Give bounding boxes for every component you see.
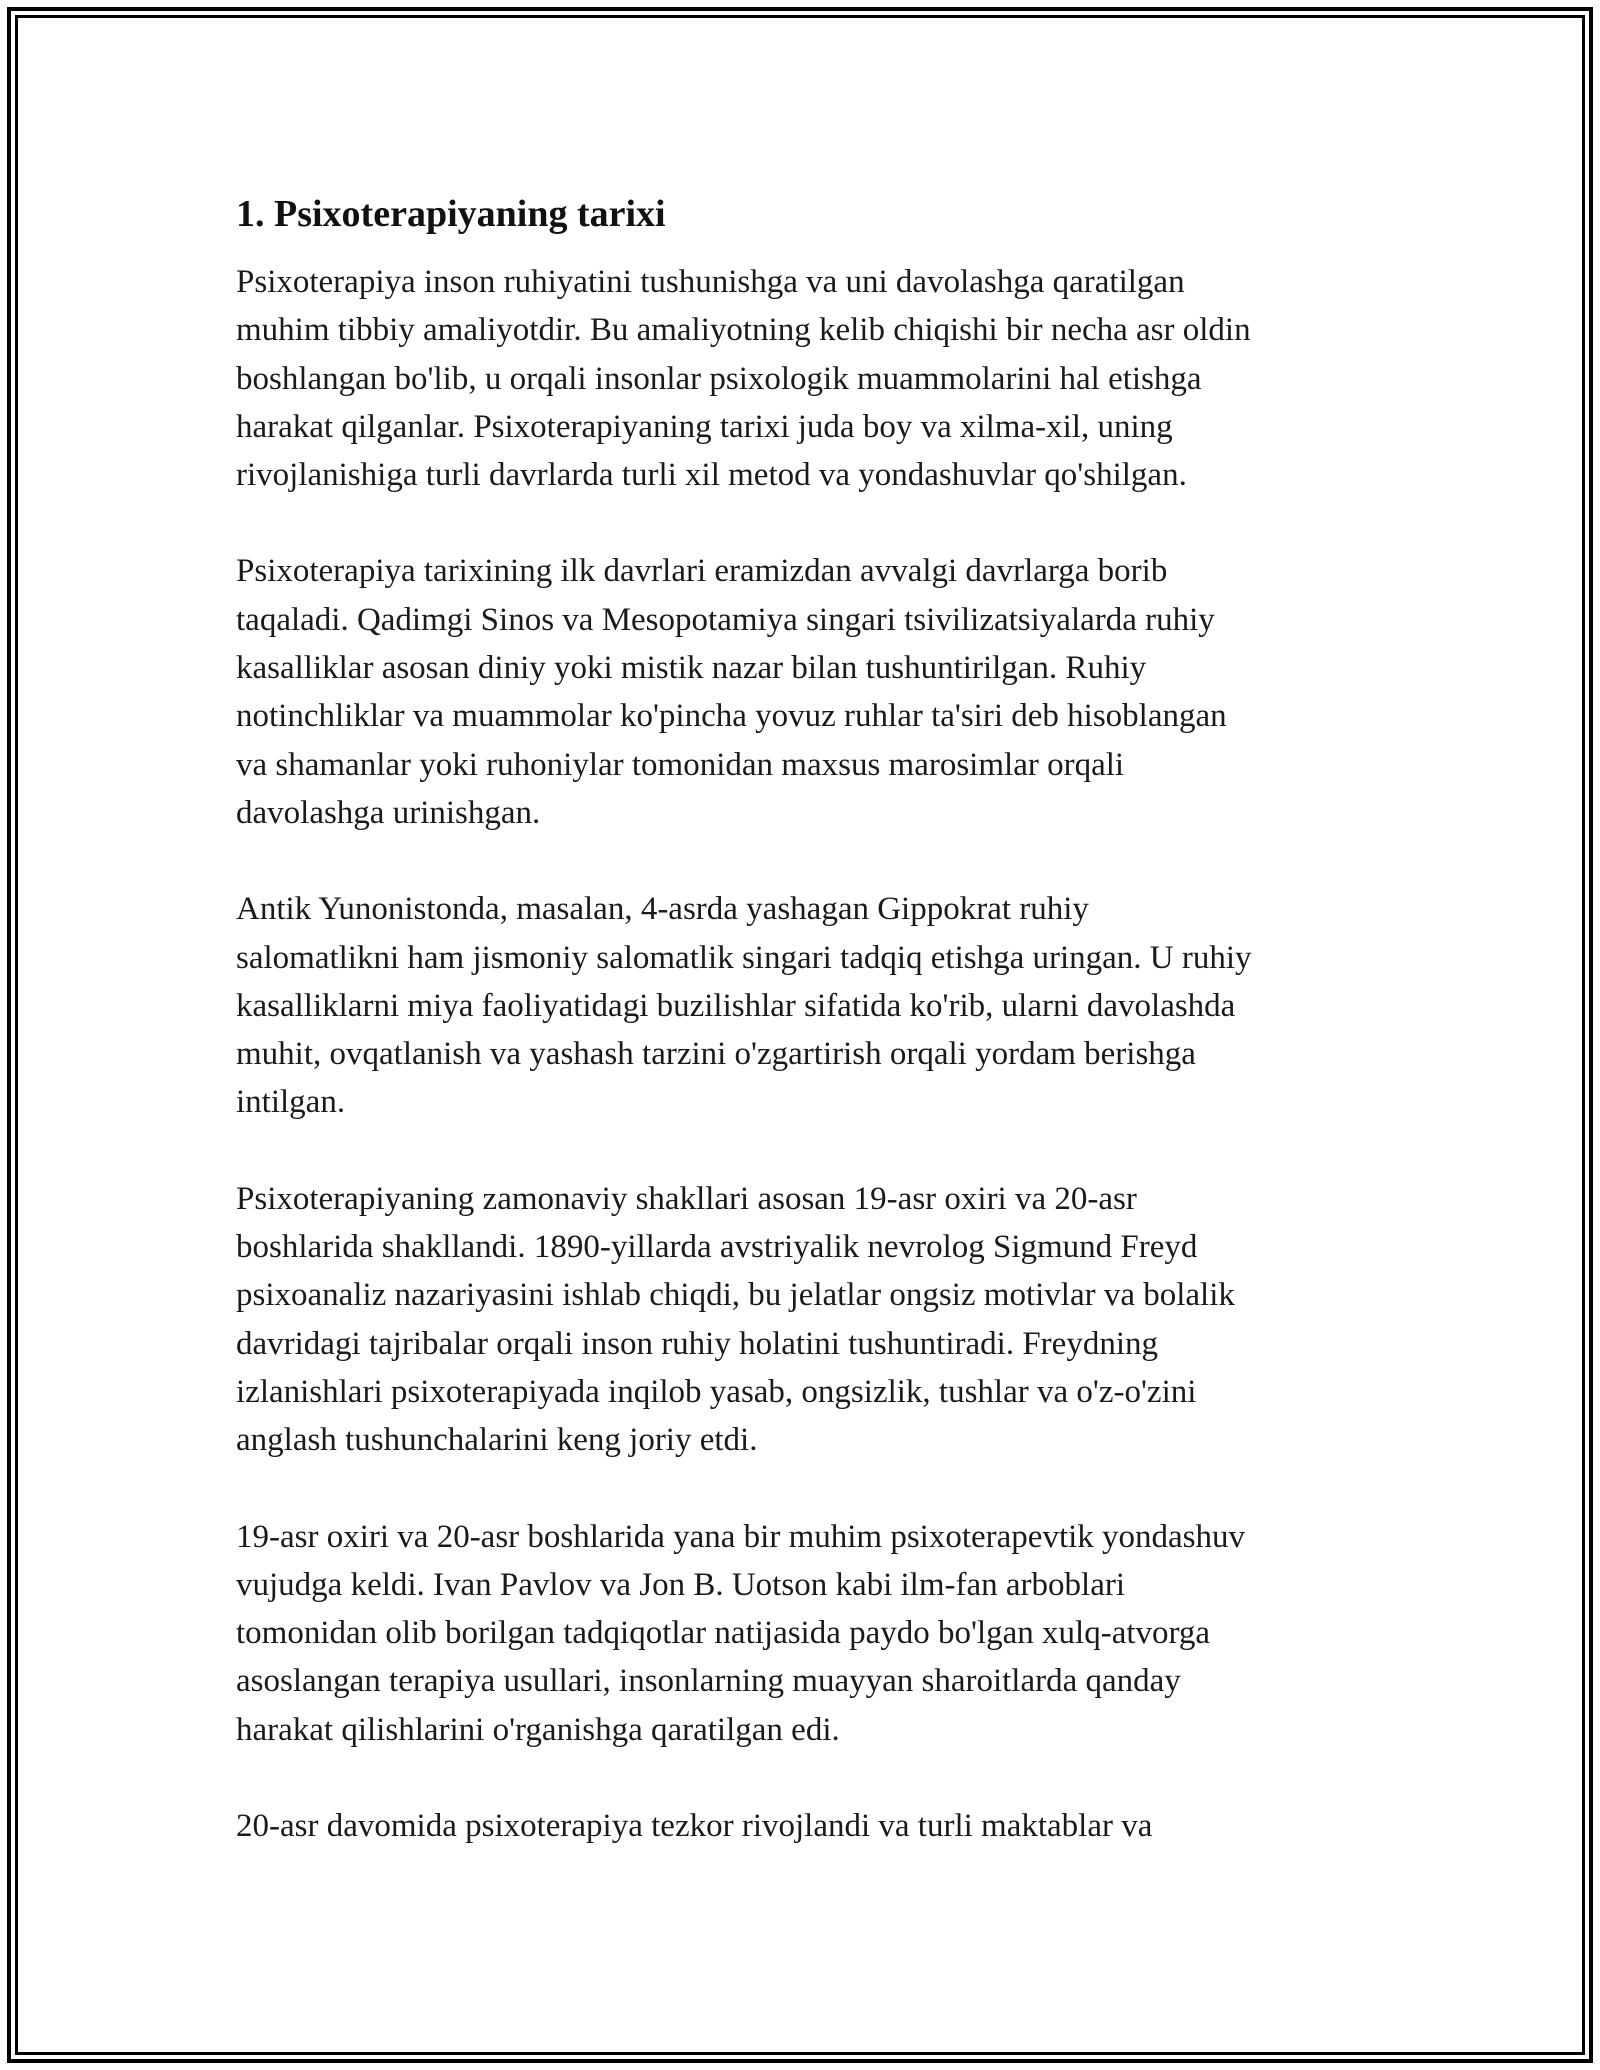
paragraph-line: asoslangan terapiya usullari, insonlarning muayyan sharoitlarda qanday (236, 1663, 1181, 1700)
paragraph-line: Psixoterapiya inson ruhiyatini tushunishga va uni davolashga qaratilgan (236, 264, 1185, 300)
document-body (236, 188, 1376, 1898)
paragraph-line: harakat qilishlarini o'rganishga qaratilgan edi. (236, 1711, 840, 1748)
paragraph-line: boshlangan bo'lib, u orqali insonlar psixologik muammolarini hal etishga (236, 360, 1202, 397)
paragraph-line: boshlarida shakllandi. 1890-yillarda avstriyalik nevrolog Sigmund Freyd (236, 1229, 1198, 1266)
paragraph-line: 20-asr davomida psixoterapiya tezkor rivojlandi va turli maktablar va (236, 1808, 1153, 1845)
paragraph-line: muhit, ovqatlanish va yashash tarzini o'zgartirish orqali yordam berishga (236, 1036, 1196, 1073)
paragraph-line: Antik Yunonistonda, masalan, 4-asrda yashagan Gippokrat ruhiy (236, 891, 1089, 928)
paragraph-line: Psixoterapiyaning zamonaviy shakllari asosan 19-asr oxiri va 20-asr (236, 1180, 1137, 1217)
paragraph-line: Psixoterapiya tarixining ilk davrlari eramizdan avvalgi davrlarga borib (236, 553, 1168, 590)
paragraph-line: rivojlanishiga turli davrlarda turli xil metod va yondashuvlar qo'shilgan. (236, 457, 1187, 494)
paragraph-5 (236, 1513, 1376, 1754)
paragraph-1 (236, 258, 1376, 499)
paragraph-6 (236, 1802, 1376, 1850)
paragraph-line: muhim tibbiy amaliyotdir. Bu amaliyotning kelib chiqishi bir necha asr oldin (236, 312, 1251, 349)
paragraph-line: harakat qilganlar. Psixoterapiyaning tarixi juda boy va xilma-xil, uning (236, 408, 1173, 445)
paragraph-3 (236, 885, 1376, 1126)
paragraph-line: va shamanlar yoki ruhoniylar tomonidan maxsus marosimlar orqali (236, 746, 1125, 783)
paragraph-line: taqaladi. Qadimgi Sinos va Mesopotamiya singari tsivilizatsiyalarda ruhiy (236, 601, 1215, 638)
paragraph-line: vujudga keldi. Ivan Pavlov va Jon B. Uotson kabi ilm-fan arboblari (236, 1566, 1126, 1603)
paragraph-line: 19-asr oxiri va 20-asr boshlarida yana bir muhim psixoterapevtik yondashuv (236, 1518, 1246, 1555)
paragraph-line: notinchliklar va muammolar ko'pincha yovuz ruhlar ta'siri deb hisoblangan (236, 698, 1227, 735)
paragraph-line: intilgan. (236, 1084, 346, 1121)
paragraph-line: tomonidan olib borilgan tadqiqotlar natijasida paydo bo'lgan xulq-atvorga (236, 1615, 1211, 1652)
paragraph-line: davolashga urinishgan. (236, 794, 541, 831)
paragraph-line: izlanishlari psixoterapiyada inqilob yasab, ongsizlik, tushlar va o'z-o'zini (236, 1373, 1197, 1410)
paragraph-line: salomatlikni ham jismoniy salomatlik singari tadqiq etishga uringan. U ruhiy (236, 939, 1252, 976)
section-heading: 1. Psixoterapiyaning tarixi (236, 193, 666, 235)
paragraph-4 (236, 1175, 1376, 1465)
paragraph-line: psixoanaliz nazariyasini ishlab chiqdi, bu jelatlar ongsiz motivlar va bolalik (236, 1277, 1235, 1314)
paragraph-line: davridagi tajribalar orqali inson ruhiy holatini tushuntiradi. Freydning (236, 1325, 1158, 1362)
paragraph-line: kasalliklar asosan diniy yoki mistik nazar bilan tushuntirilgan. Ruhiy (236, 650, 1147, 687)
paragraph-2 (236, 547, 1376, 837)
paragraph-line: kasalliklarni miya faoliyatidagi buzilishlar sifatida ko'rib, ularni davolashda (236, 987, 1236, 1024)
paragraph-line: anglash tushunchalarini keng joriy etdi. (236, 1422, 758, 1459)
